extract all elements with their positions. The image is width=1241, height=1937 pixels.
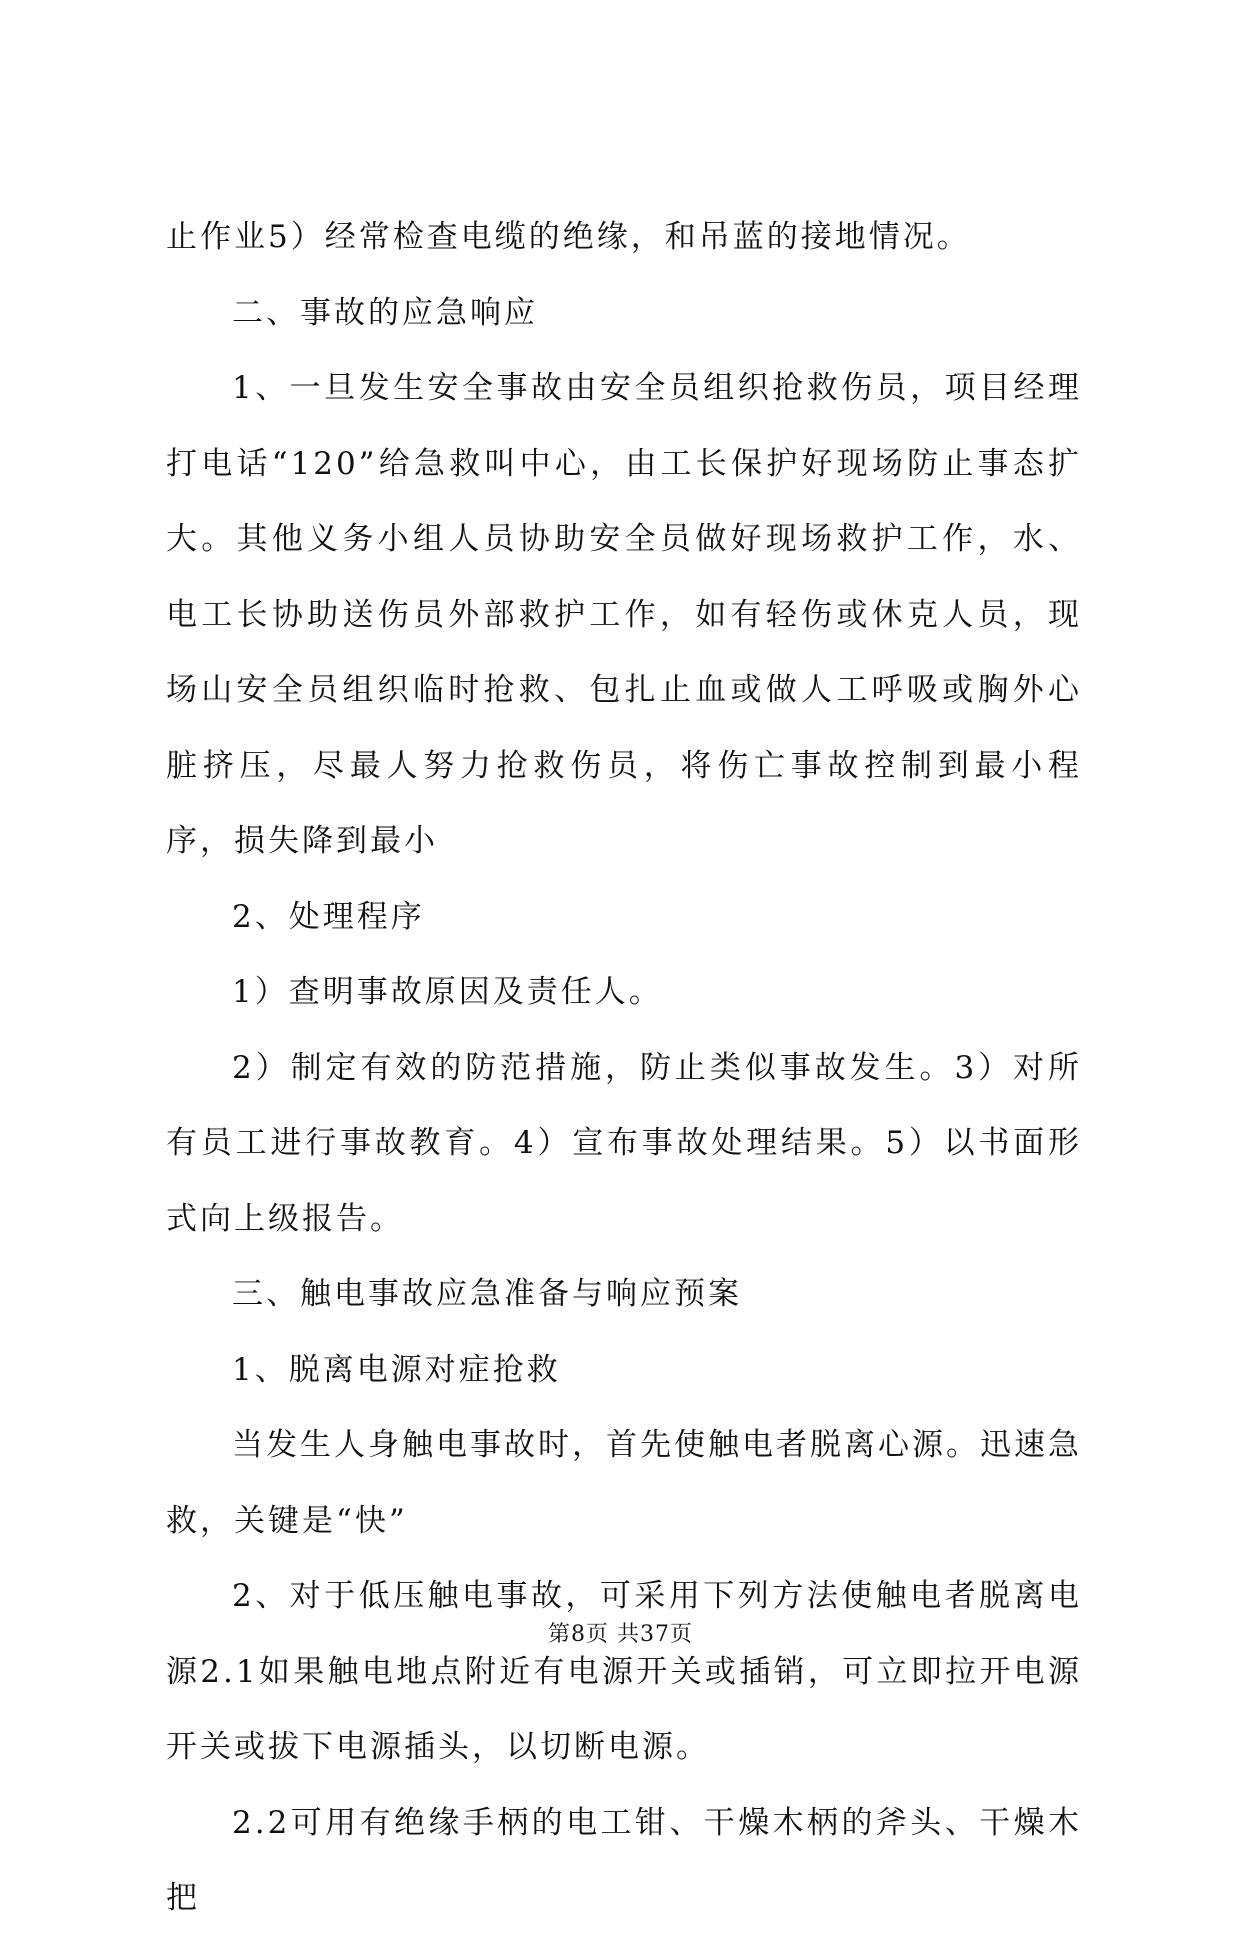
paragraph-3: 1、一旦发生安全事故由安全员组织抢救伤员，项目经理打电话“120”给急救叫中心，由工长保护好现场防止事态扩大。其他义务小组人员协助安全员做好现场救护工作，水、电工长协助送伤员外部救护工作，如有轻伤或休克人员，现场山安全员组织临时抢救、包扎止血或做人工呼吸或胸外心脏挤压，尽最人努力抢救伤员，将伤亡事故控制到最小程序，损失降到最小 [166, 370, 1082, 859]
paragraph-6: 2）制定有效的防范措施，防止类似事故发生。3）对所有员工进行事故教育。4）宣布事故处理结果。5）以书面形式向上级报告。 [166, 1049, 1082, 1237]
paragraph-4: 2、处理程序 [232, 898, 425, 935]
paragraph-9: 当发生人身触电事故时，首先使触电者脱离心源。迅速急救，关键是“快” [166, 1427, 1082, 1539]
paragraph-7-heading: 三、触电事故应急准备与响应预案 [232, 1276, 742, 1312]
page-footer: 第8页 共37页 [548, 1622, 693, 1647]
paragraph-10: 2、对于低压触电事故，可采用下列方法使触电者脱离电源2.1如果触电地点附近有电源开关或插销，可立即拉开电源开关或拔下电源插头，以切断电源。 [166, 1578, 1082, 1765]
paragraph-1: 止作业5）经常检查电缆的绝缘，和吊蓝的接地情况。 [166, 219, 971, 255]
paragraph-11: 2.2可用有绝缘手柄的电工钳、干燥木柄的斧头、干燥木把 [166, 1804, 1082, 1916]
paragraph-8: 1、脱离电源对症抢救 [232, 1351, 561, 1388]
paragraph-2-heading: 二、事故的应急响应 [232, 294, 538, 331]
paragraph-5: 1）查明事故原因及责任人。 [232, 974, 663, 1010]
document-body [166, 200, 1082, 1937]
